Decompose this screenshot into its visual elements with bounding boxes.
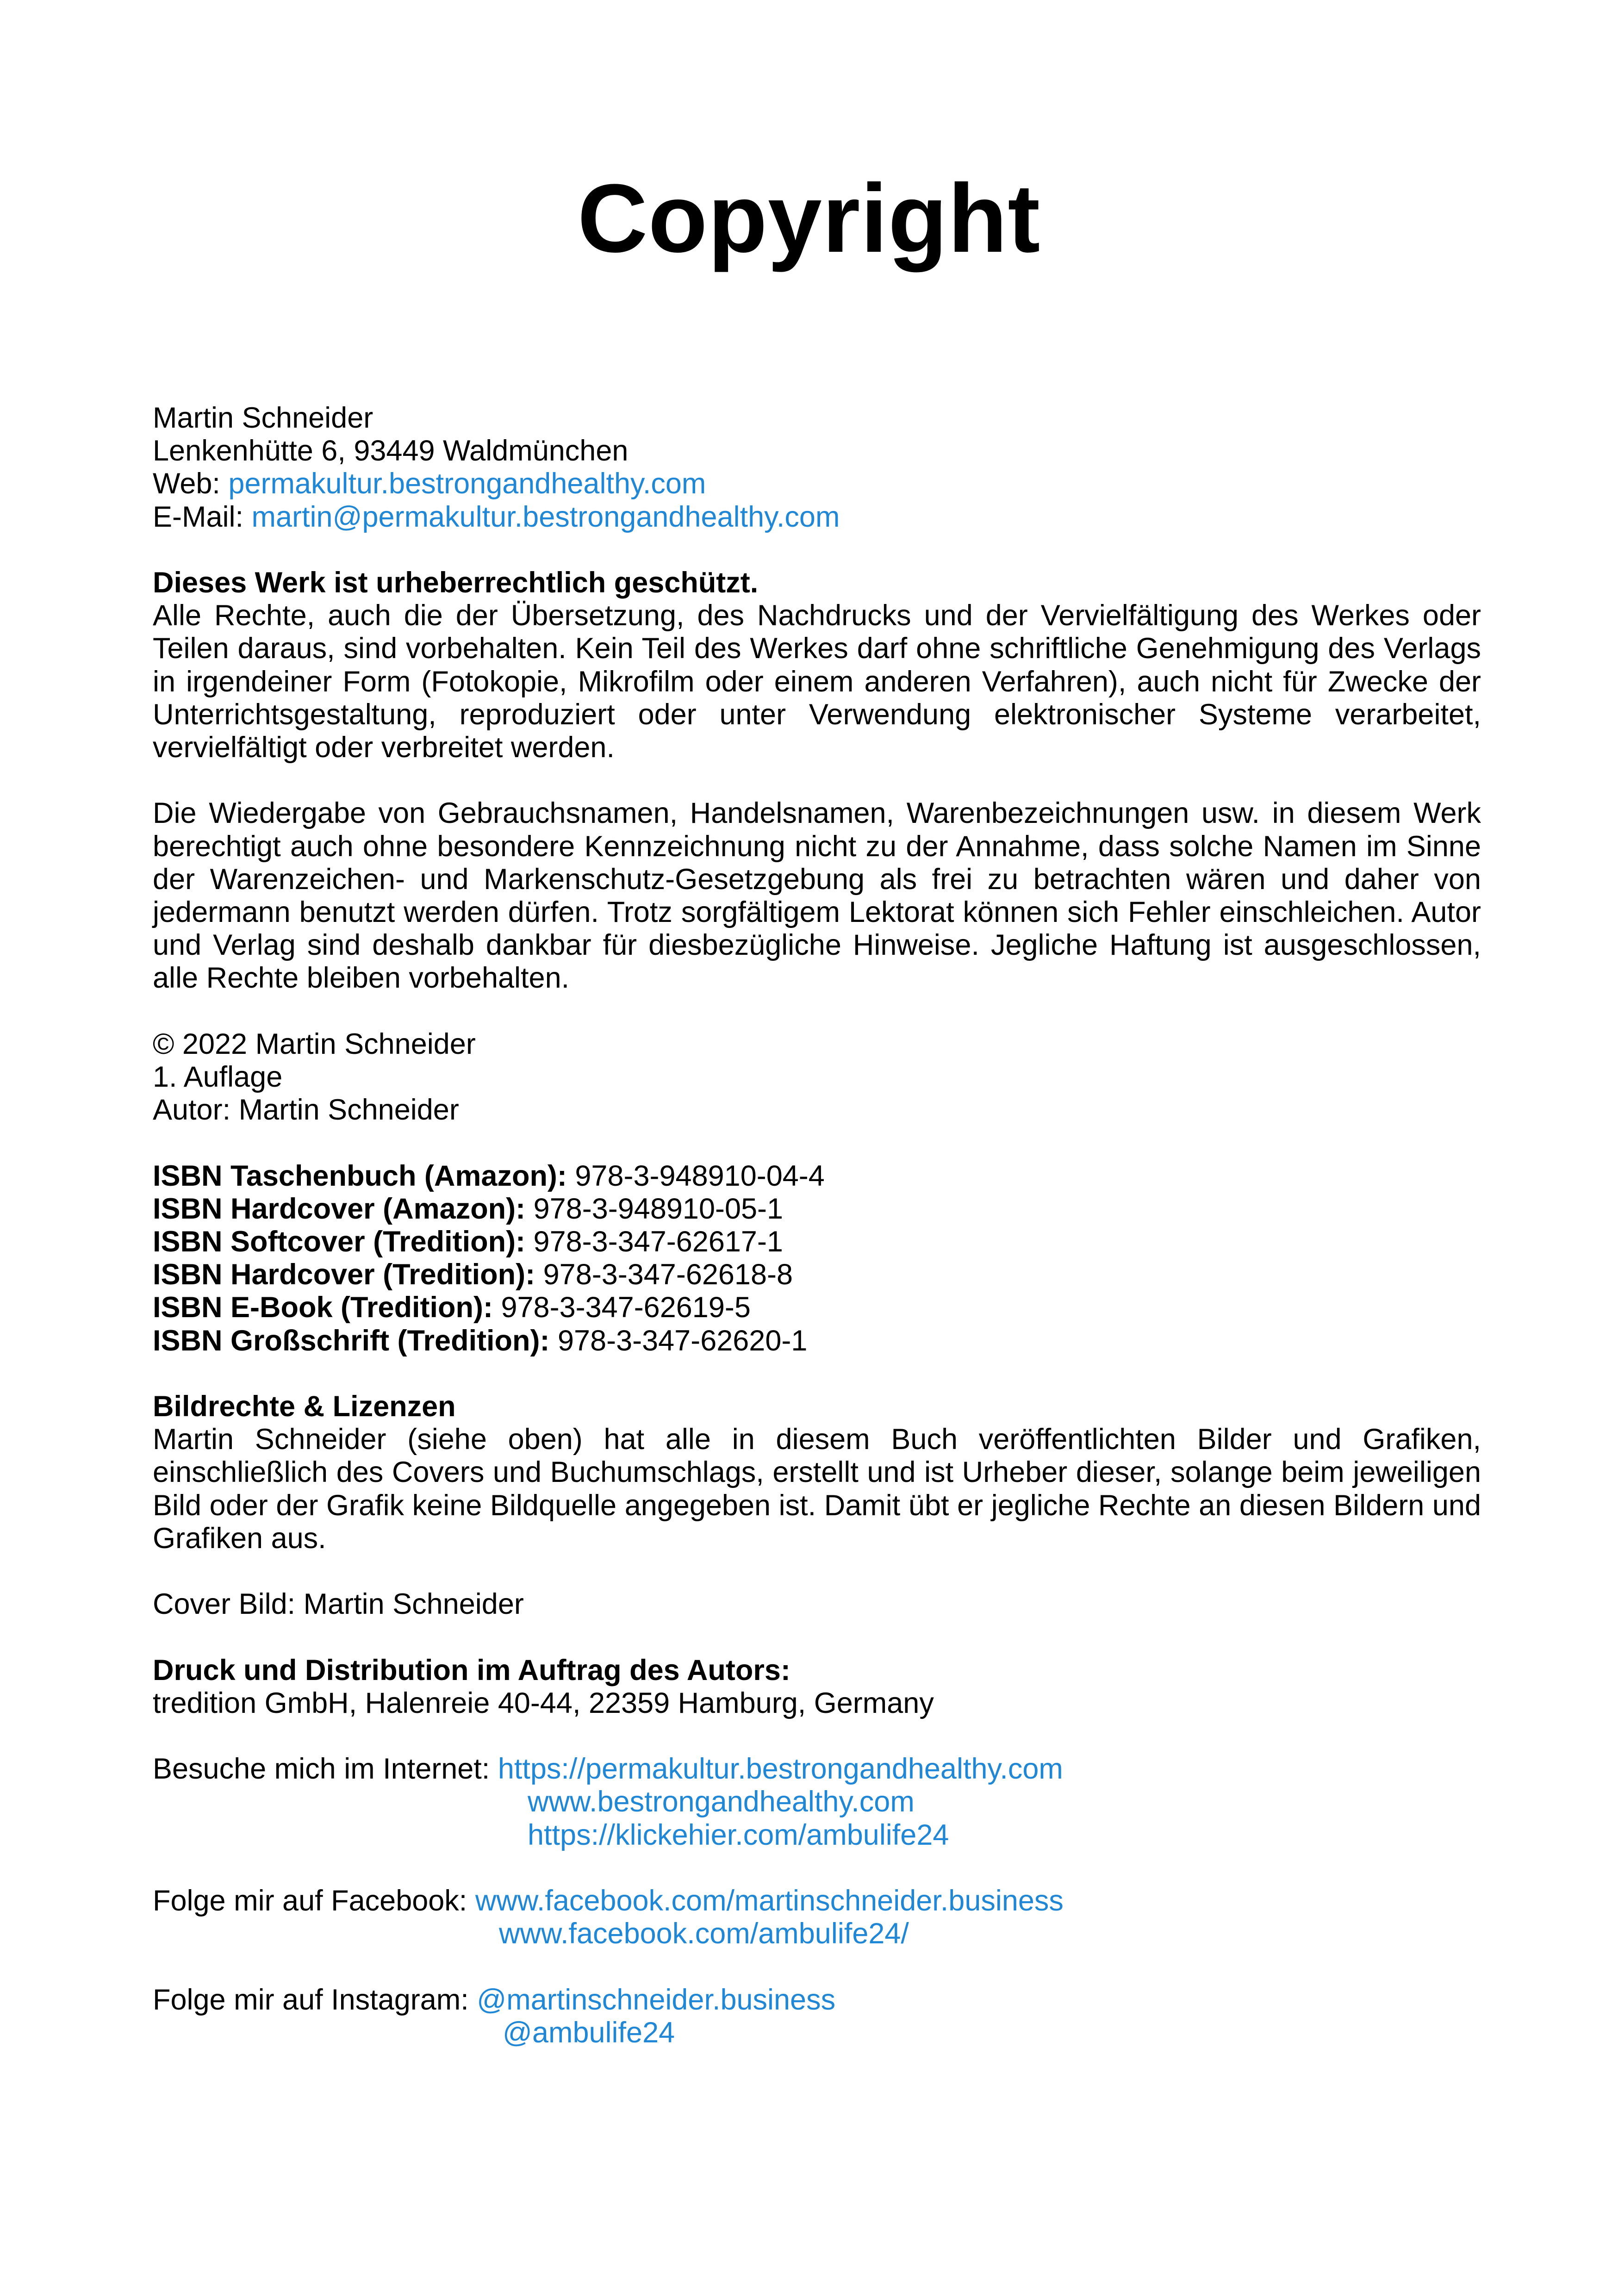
isbn-value: 978-3-948910-04-4 [566, 1159, 825, 1192]
internet-link[interactable]: https://permakultur.bestrongandhealthy.com [498, 1753, 1063, 1786]
internet-label: Besuche mich im Internet: [153, 1753, 498, 1786]
isbn-row [153, 1291, 1481, 1324]
isbn-label: ISBN Hardcover (Amazon): [153, 1192, 526, 1225]
facebook-label: Folge mir auf Facebook: [153, 1885, 475, 1917]
isbn-label: ISBN Taschenbuch (Amazon): [153, 1159, 567, 1192]
isbn-value: 978-3-948910-05-1 [525, 1192, 784, 1225]
image-rights-block [153, 1390, 1481, 1555]
contact-block [153, 402, 1481, 534]
protection-heading: Dieses Werk ist urheberrechtlich geschützt. [153, 566, 759, 599]
trademark-block [153, 797, 1481, 995]
contact-web [153, 467, 1481, 500]
cover-block [153, 1588, 1481, 1621]
isbn-block [153, 1160, 1481, 1357]
isbn-label: ISBN Hardcover (Tredition): [153, 1258, 535, 1291]
isbn-label: ISBN Großschrift (Tredition): [153, 1324, 550, 1357]
distribution-heading: Druck und Distribution im Auftrag des Autors: [153, 1654, 790, 1686]
email-label: E-Mail: [153, 500, 252, 533]
isbn-row [153, 1226, 1481, 1258]
contact-address: Lenkenhütte 6, 93449 Waldmünchen [153, 435, 629, 467]
isbn-row [153, 1325, 1481, 1357]
page-title: Copyright [577, 164, 1041, 273]
internet-row [153, 1753, 1481, 1786]
isbn-label: ISBN E-Book (Tredition): [153, 1291, 493, 1324]
contact-email [153, 501, 1481, 534]
email-link[interactable]: martin@permakultur.bestrongandhealthy.com [251, 500, 840, 533]
internet-link[interactable]: www.bestrongandhealthy.com [528, 1786, 915, 1818]
author-line: Autor: Martin Schneider [153, 1094, 459, 1126]
facebook-row [153, 1885, 1481, 1917]
isbn-label: ISBN Softcover (Tredition): [153, 1226, 526, 1258]
image-rights-text: Martin Schneider (siehe oben) hat alle in diesem Buch veröffentlichten Bilder und Grafiken, einschließlich des Covers und Buchumschlags, erstellt und ist Urheber dieser, solange beim jeweiligen Bild oder der Grafik keine Bildquelle angegeben ist. Damit übt er jegliche Rechte an diesen Bildern und Grafiken aus. [153, 1423, 1481, 1555]
internet-link[interactable]: https://klickehier.com/ambulife24 [528, 1818, 949, 1851]
protection-text: Alle Rechte, auch die der Übersetzung, des Nachdrucks und der Vervielfältigung des Werkes oder Teilen daraus, sind vorbehalten. Kein Teil des Werkes darf ohne schriftliche Genehmigung des Verlags in irgendeiner Form (Fotokopie, Mikrofilm oder einem anderen Verfahren), auch nicht für Zwecke der Unterrichtsgestaltung, reproduziert oder unter Verwendung elektronischer Systeme verarbeitet, vervielfältigt oder verbreitet werden. [153, 599, 1481, 764]
copyright-content [153, 402, 1481, 2082]
instagram-block [153, 1984, 1481, 2049]
instagram-label: Folge mir auf Instagram: [153, 1983, 477, 2016]
edition-block [153, 1028, 1481, 1127]
internet-block [153, 1753, 1481, 1852]
isbn-value: 978-3-347-62618-8 [535, 1258, 793, 1291]
isbn-row [153, 1258, 1481, 1291]
isbn-value: 978-3-347-62620-1 [549, 1324, 808, 1357]
instagram-link[interactable]: @martinschneider.business [477, 1983, 836, 2016]
trademark-text: Die Wiedergabe von Gebrauchsnamen, Handelsnamen, Warenbezeichnungen usw. in diesem Werk berechtigt auch ohne besondere Kennzeichnung nicht zu der Annahme, dass solche Namen im Sinne der Warenzeichen- und Markenschutz-Gesetzgebung als frei zu betrachten wären und daher von jedermann benutzt werden dürfen. Trotz sorgfältigem Lektorat können sich Fehler einschleichen. Autor und Verlag sind deshalb dankbar für diesbezügliche Hinweise. Jegliche Haftung ist ausgeschlossen, alle Rechte bleiben vorbehalten. [153, 797, 1481, 995]
cover-credit: Cover Bild: Martin Schneider [153, 1588, 524, 1621]
facebook-block [153, 1885, 1481, 1950]
contact-name: Martin Schneider [153, 402, 373, 434]
copyright-notice: © 2022 Martin Schneider [153, 1027, 476, 1060]
distribution-block [153, 1654, 1481, 1720]
isbn-row [153, 1160, 1481, 1193]
isbn-value: 978-3-347-62617-1 [525, 1226, 783, 1258]
instagram-row [153, 1984, 1481, 2016]
isbn-value: 978-3-347-62619-5 [492, 1291, 751, 1324]
facebook-link[interactable]: www.facebook.com/martinschneider.business [475, 1885, 1064, 1917]
facebook-link[interactable]: www.facebook.com/ambulife24/ [499, 1917, 909, 1950]
web-link[interactable]: permakultur.bestrongandhealthy.com [228, 467, 706, 500]
isbn-row [153, 1193, 1481, 1226]
instagram-link[interactable]: @ambulife24 [503, 2016, 675, 2049]
web-label: Web: [153, 467, 229, 500]
distribution-text: tredition GmbH, Halenreie 40-44, 22359 Hamburg, Germany [153, 1686, 934, 1719]
edition-number: 1. Auflage [153, 1061, 283, 1094]
image-rights-heading: Bildrechte & Lizenzen [153, 1390, 456, 1423]
protection-block [153, 566, 1481, 764]
